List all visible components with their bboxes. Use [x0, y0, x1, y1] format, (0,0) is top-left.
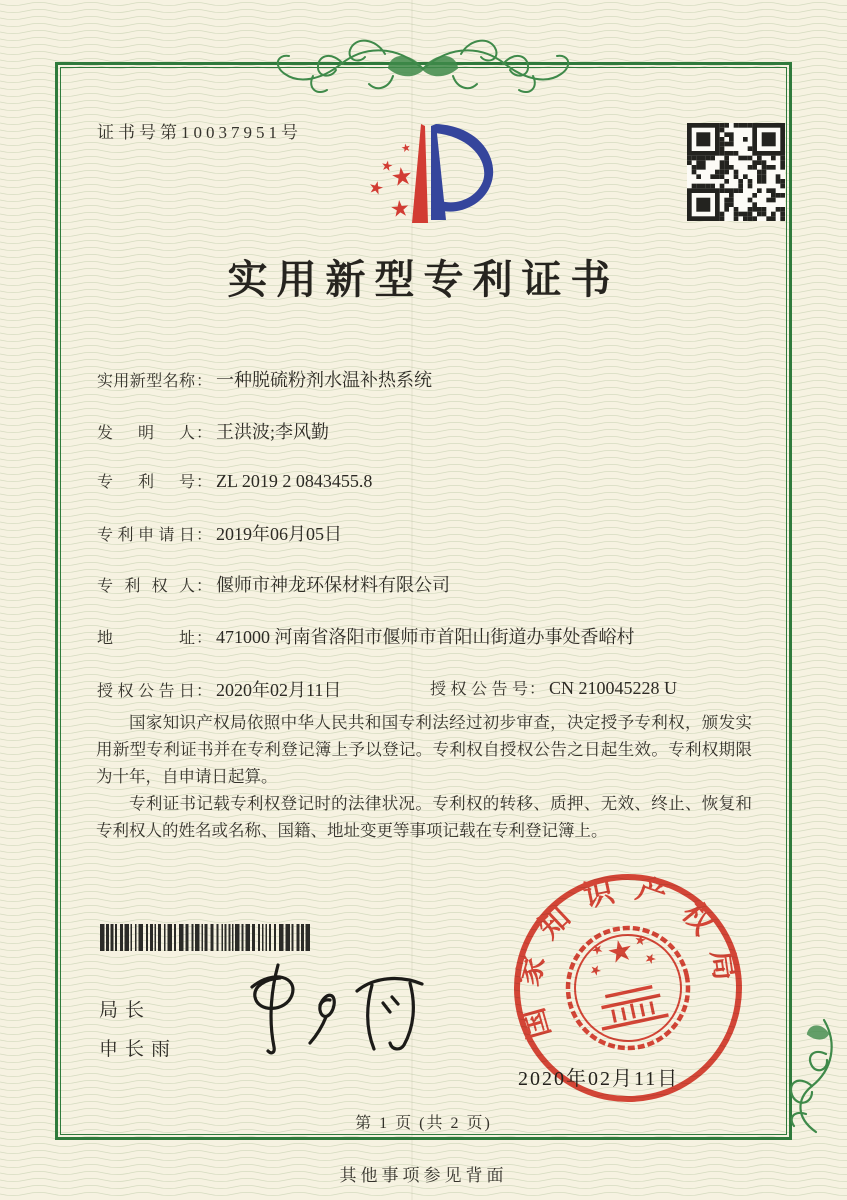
certificate-number: 证书号第10037951号: [97, 123, 302, 142]
seal-text: 国家知识产权局: [511, 871, 745, 1043]
field-row-patent-no: [97, 469, 372, 499]
legal-paragraph-1: 国家知识产权局依照中华人民共和国专利法经过初步审查，决定授予专利权，颁发实用新型专利证书并在专利登记簿上予以登记。专利权自授权公告之日起生效。专利权期限为十年，自申请日起算。: [96, 713, 752, 786]
director-title: 局长: [99, 1000, 152, 1021]
logo-stars-icon: [368, 143, 412, 217]
logo-blue-p: [431, 124, 493, 220]
field-colon: ：: [196, 425, 213, 442]
field-row-filing-date: [97, 520, 342, 550]
field-label: 专利权人: [97, 578, 195, 595]
field-row-address: [97, 623, 635, 653]
field-value: 王洪波;李风勤: [216, 422, 330, 442]
cnipa-logo: [343, 110, 518, 238]
field-colon: ：: [529, 681, 546, 698]
legal-paragraph-2: 专利证书记载专利权登记时的法律状况。专利权的转移、质押、无效、终止、恢复和专利权人的姓名或名称、国籍、地址变更等事项记载在专利登记簿上。: [96, 794, 752, 840]
field-row-patentee: [97, 571, 450, 601]
field-colon: ：: [196, 578, 213, 595]
field-label: 地址: [97, 630, 195, 647]
field-colon: ：: [196, 630, 213, 647]
field-colon: ：: [196, 373, 213, 390]
back-side-note: 其他事项参见背面: [339, 1166, 508, 1185]
grant-no-label: 授权公告号: [430, 681, 528, 698]
legal-text-block: [96, 709, 752, 844]
grant-no-value: CN 210045228 U: [549, 678, 678, 698]
qr-code: [687, 123, 785, 221]
field-label: 专利号: [97, 474, 195, 491]
certificate-title: 实用新型专利证书: [227, 257, 620, 302]
top-flourish-ornament: [243, 24, 603, 104]
field-label: 发明人: [97, 425, 195, 442]
field-value: ZL 2019 2 0843455.8: [216, 471, 373, 491]
director-name: 申长雨: [99, 1039, 178, 1060]
field-value: 一种脱硫粉剂水温补热系统: [216, 370, 433, 390]
page-number: 第 1 页 (共 2 页): [355, 1115, 492, 1132]
logo-red-wedge: [412, 124, 428, 223]
field-colon: ：: [196, 527, 213, 544]
field-value: 2019年06月05日: [216, 524, 343, 544]
grant-date-label: 授权公告日: [97, 683, 195, 700]
field-colon: ：: [196, 474, 213, 491]
field-label: 专利申请日: [97, 527, 195, 544]
seal-national-emblem: [557, 917, 699, 1059]
field-value: 偃师市神龙环保材料有限公司: [216, 575, 451, 595]
seal-date: 2020年02月11日: [518, 1068, 680, 1090]
field-value: 471000 河南省洛阳市偃师市首阳山街道办事处香峪村: [216, 627, 635, 647]
field-row-name: [97, 366, 432, 396]
handwritten-signature-icon: [222, 955, 437, 1060]
grant-date-value: 2020年02月11日: [216, 680, 342, 700]
grant-date-pair: [97, 680, 341, 700]
field-row-inventor: [97, 418, 329, 448]
barcode: [100, 924, 316, 951]
grant-no-pair: [430, 676, 677, 699]
field-label: 实用新型名称: [97, 373, 195, 390]
field-colon: ：: [196, 683, 213, 700]
field-row-grant: [97, 676, 678, 706]
